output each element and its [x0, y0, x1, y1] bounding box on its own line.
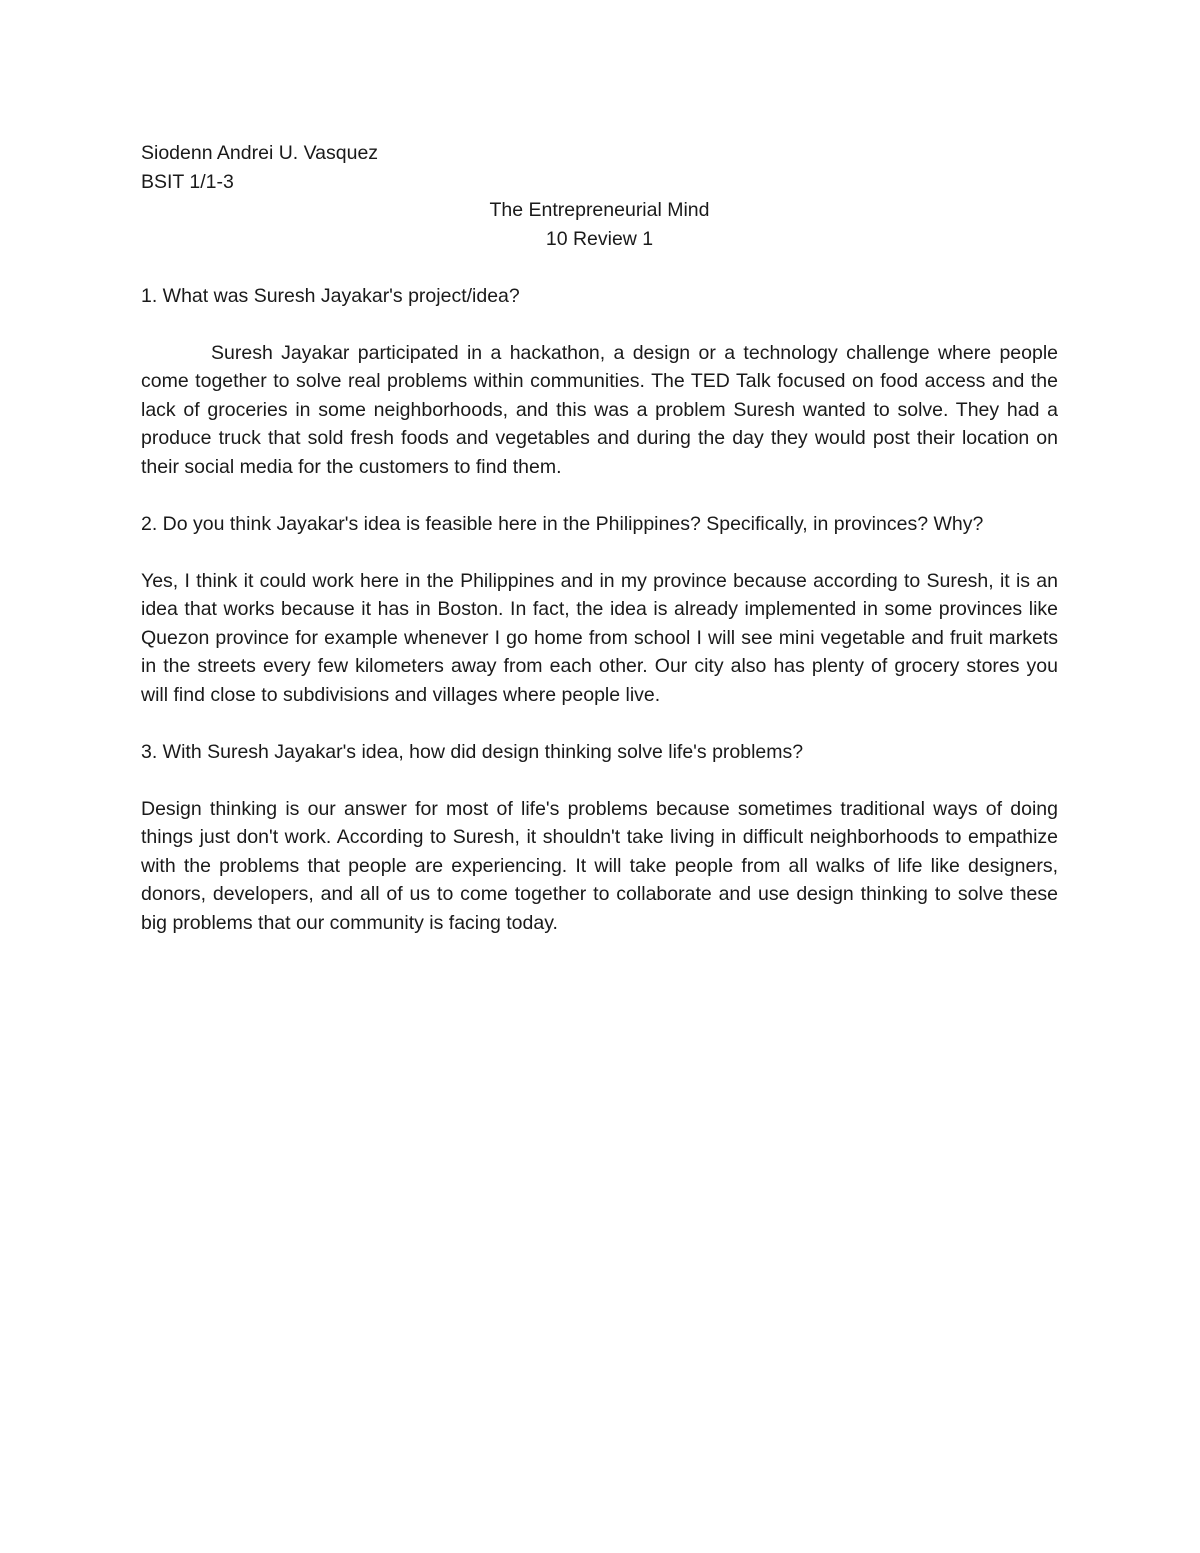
spacer — [141, 310, 1058, 339]
question-1: 1. What was Suresh Jayakar's project/idea? — [141, 284, 520, 307]
spacer — [141, 709, 1058, 738]
question-3: 3. With Suresh Jayakar's idea, how did design thinking solve life's problems? — [141, 740, 804, 763]
course-title: The Entrepreneurial Mind — [489, 199, 710, 221]
answer-1: Suresh Jayakar participated in a hackathon, a design or a technology challenge where people come together to solve real problems within communities. The TED Talk focused on food access and the lack of groceries in some neighborhoods, and this was a problem Suresh wanted to solve. They had a produce truck that sold fresh foods and vegetables and during the day they would post their location on their social media for the customers to find them. — [141, 341, 1058, 478]
question-2: 2. Do you think Jayakar's idea is feasible here in the Philippines? Specifically, in provinces? Why? — [141, 512, 984, 535]
spacer — [141, 481, 1058, 510]
spacer — [141, 766, 1058, 795]
spacer — [141, 253, 1058, 282]
spacer — [141, 538, 1058, 567]
assignment-title: 10 Review 1 — [545, 227, 654, 250]
answer-2: Yes, I think it could work here in the Philippines and in my province because according to Suresh, it is an idea that works because it has in Boston. In fact, the idea is already implemented in some provinces like Quezon province for example whenever I go home from school I will see mini vegetable and fruit markets in the streets every few kilometers away from each other. Our city also has plenty of grocery stores you will find close to subdivisions and villages where people live. — [141, 569, 1058, 706]
student-section: BSIT 1/1-3 — [141, 170, 234, 193]
student-name: Siodenn Andrei U. Vasquez — [141, 142, 379, 164]
answer-3: Design thinking is our answer for most of life's problems because sometimes traditional ways of doing things just don't work. According to Suresh, it shouldn't take living in difficult neighborhoods to empathize with the problems that people are experiencing. It will take people from all walks of life like designers, donors, developers, and all of us to come together to collaborate and use design thinking to solve these big problems that our community is facing today. — [141, 797, 1058, 934]
document-page — [141, 139, 1058, 937]
